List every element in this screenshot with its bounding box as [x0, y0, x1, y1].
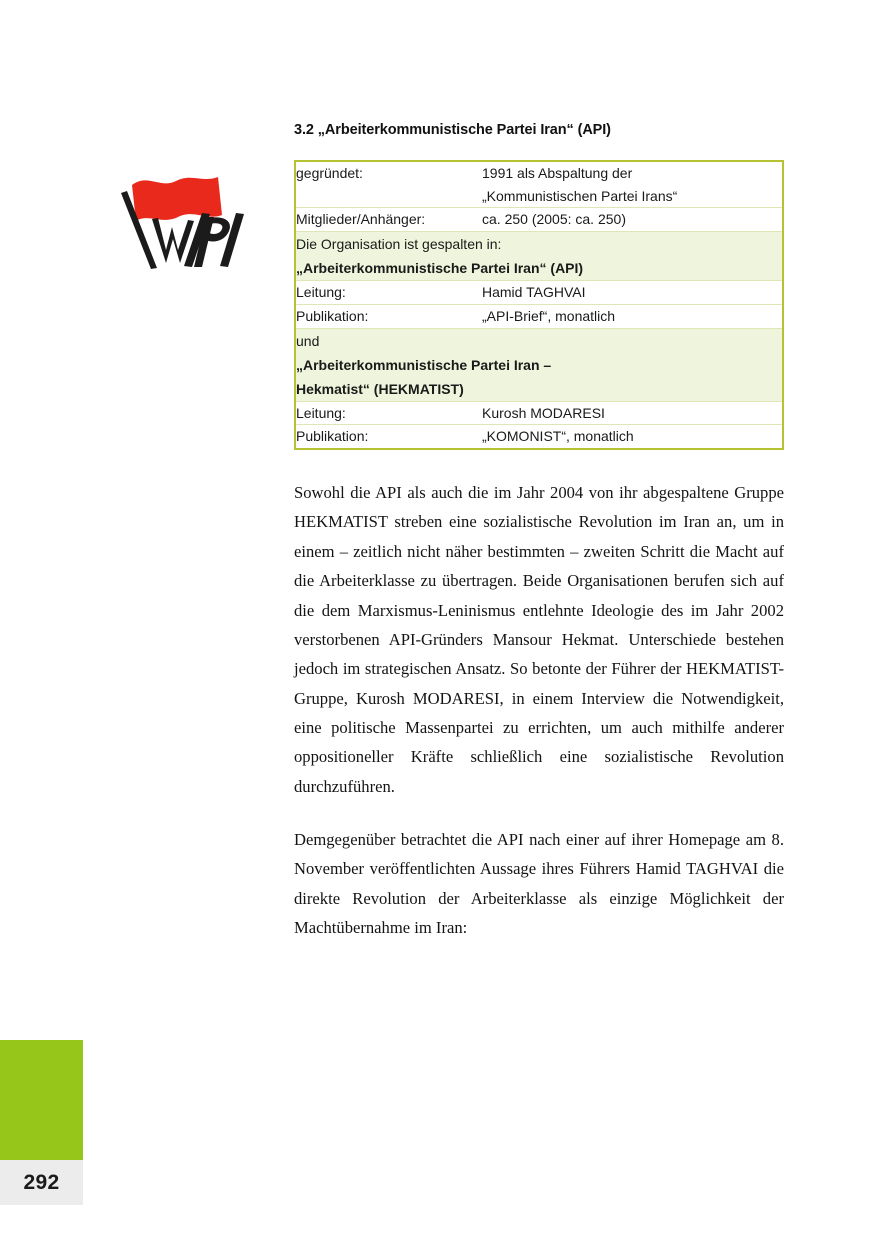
row-value-line: „Kommunistischen Partei Irans“	[482, 187, 678, 204]
row-span-strong-line: „Arbeiterkommunistische Partei Iran –	[296, 356, 552, 373]
row-label: Mitglieder/Anhänger:	[295, 208, 482, 232]
table-row-highlight	[295, 328, 783, 401]
row-value	[482, 425, 783, 449]
table-row	[295, 161, 783, 208]
row-value	[482, 304, 783, 328]
row-label: Leitung:	[295, 401, 482, 425]
table-row-highlight	[295, 232, 783, 281]
row-span-plain-line: Die Organisation ist gespalten in:	[296, 236, 502, 253]
row-value-line: ca. 250 (2005: ca. 250)	[482, 211, 626, 228]
page-number: 292	[23, 1170, 60, 1194]
row-value	[482, 281, 783, 305]
table-row	[295, 425, 783, 449]
content-column	[294, 122, 784, 942]
table-row	[295, 208, 783, 232]
table-row	[295, 281, 783, 305]
row-label: Leitung:	[295, 281, 482, 305]
wpi-logo-graphic	[110, 163, 252, 273]
row-span-cell	[295, 328, 783, 401]
wpi-party-logo	[110, 163, 252, 273]
row-label: Publikation:	[295, 425, 482, 449]
page-marker-color-block	[0, 1040, 83, 1160]
row-value	[482, 401, 783, 425]
row-value-line: „API-Brief“, monatlich	[482, 307, 616, 324]
row-span-strong-line: Hekmatist“ (HEKMATIST)	[296, 380, 464, 397]
table-row	[295, 401, 783, 425]
organisation-info-table	[294, 160, 784, 450]
row-label: Publikation:	[295, 304, 482, 328]
section-heading: 3.2 „Arbeiterkommunistische Partei Iran“ (API)	[294, 122, 611, 138]
table-row	[295, 304, 783, 328]
row-span-cell	[295, 232, 783, 281]
row-span-plain-line: und	[296, 332, 320, 349]
body-paragraph: Sowohl die API als auch die im Jahr 2004 von ihr abgespaltene Gruppe HEKMATIST streben eine sozialistische Revolution im Iran an, um in einem – zeitlich nicht näher bestimmten – zweiten Schritt die Macht auf die Arbeiterklasse zu übertragen. Beide Organisationen berufen sich auf die dem Marxismus-Leninismus entlehnte Ideologie des im Jahr 2002 verstorbenen API-Gründers Mansour Hekmat. Unterschiede bestehen jedoch im strategischen Ansatz. So betonte der Führer der HEKMATIST-Gruppe, Kurosh MODARESI, in einem Interview die Notwendigkeit, eine politische Massenpartei zu errichten, um auch mithilfe anderer oppositioneller Kräfte schließlich eine sozialistische Revolution durchzuführen.	[294, 483, 784, 796]
row-label: gegründet:	[295, 161, 482, 208]
body-copy	[294, 478, 784, 942]
body-paragraph: Demgegenüber betrachtet die API nach einer auf ihrer Homepage am 8. November veröffentlichten Aussage ihres Führers Hamid TAGHVAI die direkte Revolution der Arbeiterklasse als einzige Möglichkeit der Machtübernahme im Iran:	[294, 830, 784, 938]
row-value-line: Hamid TAGHVAI	[482, 284, 586, 301]
info-table-body	[295, 161, 783, 449]
row-value-line: „KOMONIST“, monatlich	[482, 428, 634, 445]
row-span-strong-line: „Arbeiterkommunistische Partei Iran“ (API)	[296, 260, 584, 277]
page-number-marker	[0, 1040, 83, 1205]
row-value	[482, 208, 783, 232]
row-value-line: 1991 als Abspaltung der	[482, 165, 633, 181]
row-value	[482, 161, 783, 208]
page-number-tab	[0, 1160, 83, 1205]
row-value-line: Kurosh MODARESI	[482, 404, 605, 421]
